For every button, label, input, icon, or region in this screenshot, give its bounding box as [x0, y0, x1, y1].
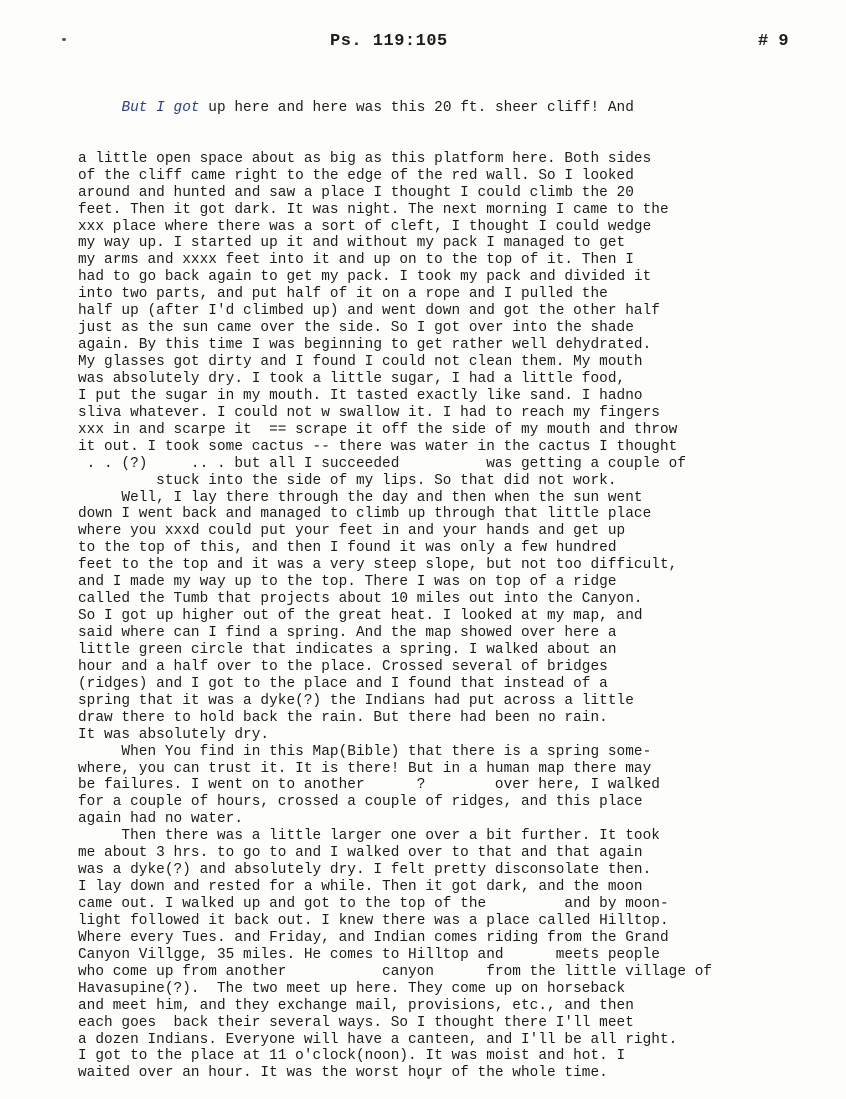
text-line: little green circle that indicates a spring. I walked about an — [78, 641, 617, 658]
text-line: me about 3 hrs. to go to and I walked over to that and that again — [78, 845, 643, 862]
text-line: down I went back and managed to climb up through that little place — [78, 506, 652, 523]
text-line: I lay down and rested for a while. Then it got dark, and the moon — [78, 879, 643, 896]
text-line: my arms and xxxx feet into it and up on to the top of it. Then I — [78, 252, 634, 269]
text-line: it out. I took some cactus -- there was water in the cactus I thought — [78, 438, 678, 455]
indent-space — [78, 100, 121, 116]
text-line: each goes back their several ways. So I thought there I'll meet — [78, 1014, 634, 1031]
text-line: feet. Then it got dark. It was night. The next morning I came to the — [78, 201, 669, 218]
text-line-rest: up here and here was this 20 ft. sheer cliff! And — [199, 99, 634, 116]
text-line: where, you can trust it. It is there! But in a human map there may — [78, 760, 652, 777]
text-line — [78, 100, 818, 117]
text-line: Well, I lay there through the day and then when the sun went — [78, 489, 643, 506]
text-line: who come up from another canyon from the little village of — [78, 963, 713, 980]
text-line: into two parts, and put half of it on a rope and I pulled the — [78, 286, 608, 303]
text-line: Where every Tues. and Friday, and Indian comes riding from the Grand — [78, 929, 669, 946]
text-line: xxx in and scarpe it == scrape it off the side of my mouth and throw — [78, 421, 678, 438]
text-line: said where can I find a spring. And the map showed over here a — [78, 625, 617, 641]
text-line: around and hunted and saw a place I thought I could climb the 20 — [78, 184, 634, 201]
text-line: was absolutely dry. I took a little sugar, I had a little food, — [78, 370, 626, 387]
text-line: My glasses got dirty and I found I could not clean them. My mouth — [78, 354, 643, 370]
text-line: xxx place where there was a sort of cleft, I thought I could wedge — [78, 218, 652, 235]
text-line: Then there was a little larger one over a bit further. It took — [78, 828, 660, 845]
page-body — [78, 66, 818, 1082]
scripture-reference: Ps. 119:105 — [330, 32, 448, 51]
text-line: had to go back again to get my pack. I took my pack and divided it — [78, 269, 652, 286]
text-line: where you xxxd could put your feet in and your hands and get up — [78, 523, 626, 540]
text-line: hour and a half over to the place. Crossed several of bridges — [78, 658, 608, 675]
text-line: When You find in this Map(Bible) that there is a spring some- — [78, 743, 652, 760]
text-line: my way up. I started up it and without my pack I managed to get — [78, 235, 626, 252]
text-line: half up (after I'd climbed up) and went down and got the other half — [78, 303, 660, 320]
text-line: I got to the place at 11 o'clock(noon). It was moist and hot. I — [78, 1048, 626, 1065]
text-line: just as the sun came over the side. So I got over into the shade — [78, 320, 634, 337]
text-line: feet to the top and it was a very steep slope, but not too difficult, — [78, 557, 678, 574]
text-line: (ridges) and I got to the place and I found that instead of a — [78, 675, 608, 692]
text-line: waited over an hour. It was the worst hour of the whole time. — [78, 1065, 608, 1082]
text-line: a dozen Indians. Everyone will have a canteen, and I'll be all right. — [78, 1031, 678, 1048]
text-line: and I made my way up to the top. There I was on top of a ridge — [78, 574, 617, 591]
text-line: stuck into the side of my lips. So that did not work. — [78, 472, 617, 489]
text-line: be failures. I went on to another ? over here, I walked — [78, 777, 660, 794]
text-line: So I got up higher out of the great heat. I looked at my map, and — [78, 608, 643, 625]
text-line: was a dyke(?) and absolutely dry. I felt pretty disconsolate then. — [78, 862, 652, 879]
text-line: again had no water. — [78, 811, 244, 828]
text-line: and meet him, and they exchange mail, provisions, etc., and then — [78, 997, 634, 1014]
text-line: a little open space about as big as this platform here. Both sides — [78, 150, 652, 167]
text-line: . . (?) .. . but all I succeeded was getting a couple of — [78, 455, 687, 472]
text-line: came out. I walked up and got to the top of the and by moon- — [78, 896, 669, 912]
text-line: Havasupine(?). The two meet up here. They come up on horseback — [78, 980, 626, 997]
text-line: It was absolutely dry. — [78, 726, 270, 743]
text-line: again. By this time I was beginning to get rather well dehydrated. — [78, 337, 652, 354]
text-line: draw there to hold back the rain. But there had been no rain. — [78, 709, 608, 726]
text-line: for a couple of hours, crossed a couple of ridges, and this place — [78, 794, 643, 811]
text-line: to the top of this, and then I found it was only a few hundred — [78, 540, 617, 557]
ink-speck — [62, 38, 66, 41]
text-line: called the Tumb that projects about 10 miles out into the Canyon. — [78, 591, 643, 608]
text-line: I put the sugar in my mouth. It tasted exactly like sand. I hadno — [78, 387, 643, 404]
text-line: Canyon Villgge, 35 miles. He comes to Hilltop and meets people — [78, 946, 660, 963]
page-number: # 9 — [758, 32, 789, 51]
text-line: of the cliff came right to the edge of the red wall. So I looked — [78, 167, 634, 184]
text-line: light followed it back out. I knew there was a place called Hilltop. — [78, 912, 669, 929]
handwritten-insert: But I got — [121, 99, 200, 116]
text-line: spring that it was a dyke(?) the Indians had put across a little — [78, 692, 634, 709]
text-line: sliva whatever. I could not w swallow it. I had to reach my fingers — [78, 404, 660, 421]
